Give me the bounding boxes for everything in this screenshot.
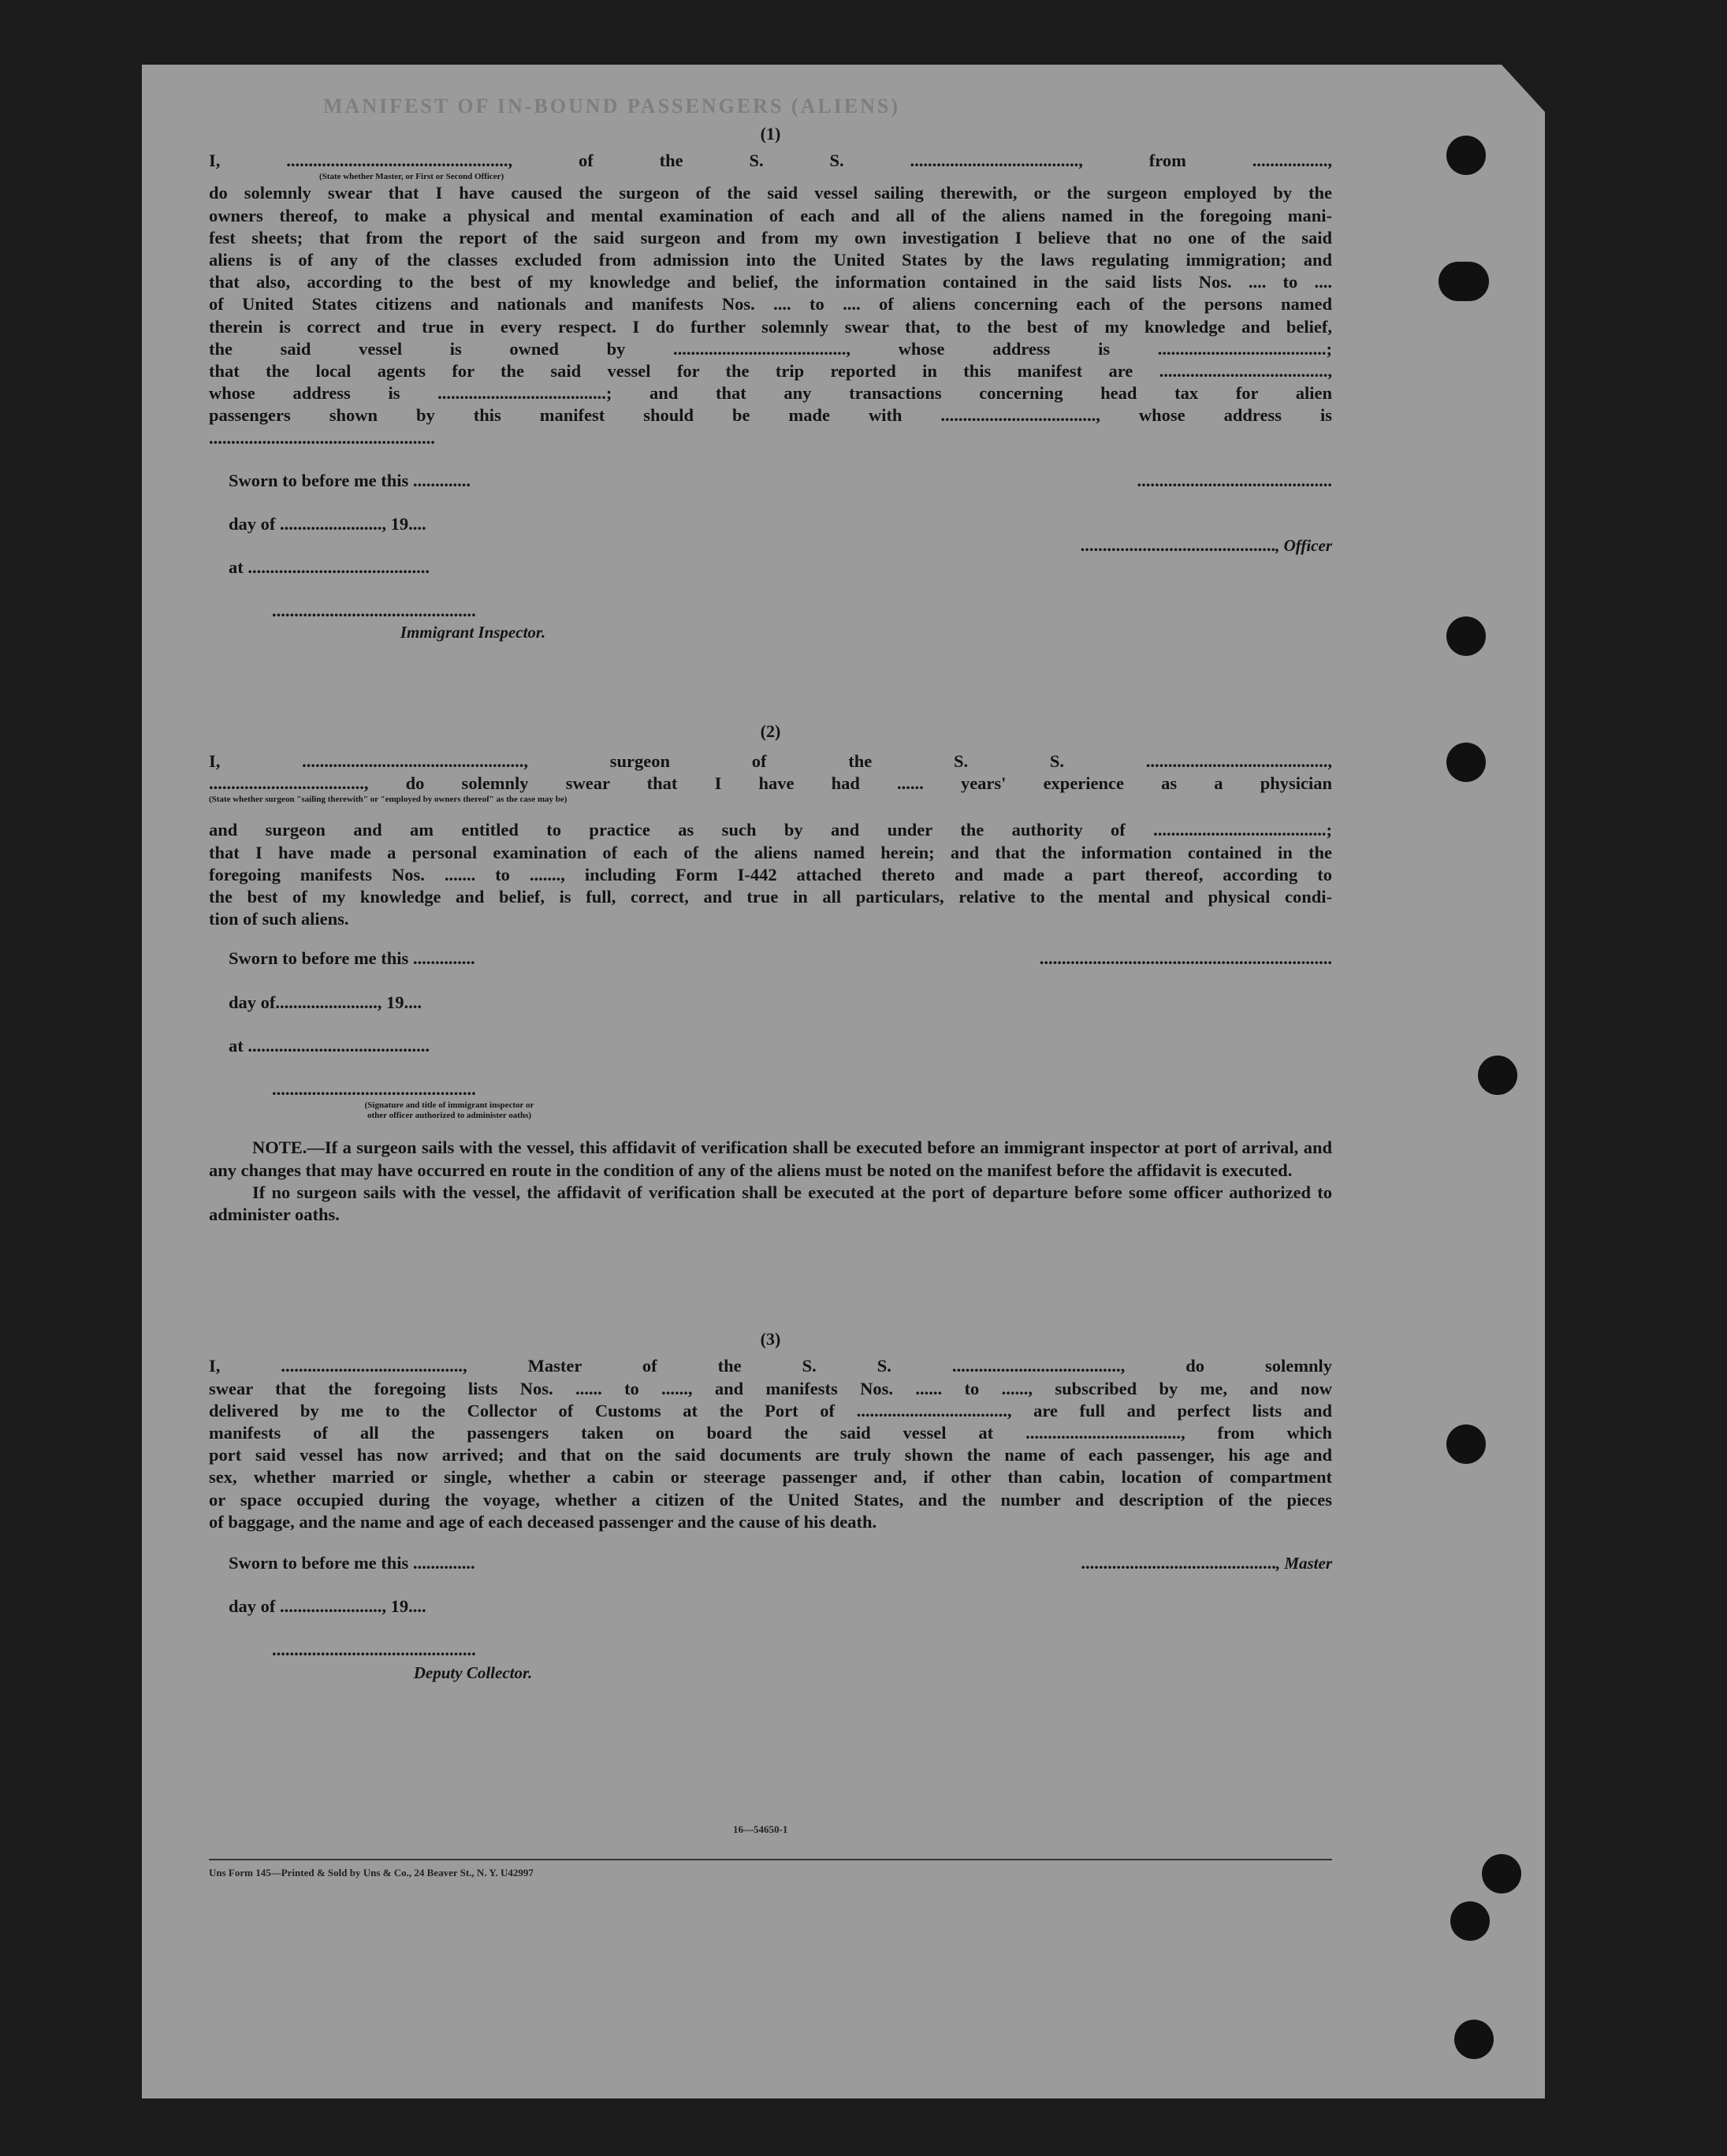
affidavit-text [209, 118, 1332, 1684]
body-line: ................................................... [209, 427, 435, 448]
master-label: , Master [1275, 1553, 1332, 1573]
binder-hole [1478, 1056, 1517, 1095]
sworn-line: Sworn to before me this .............. [229, 1552, 475, 1573]
surgeon-oath-line-2: ..................................., do solemnly swear that I have had ...... years' experience as a physician [209, 773, 1332, 794]
form-code: 16—54650-1 [733, 1823, 788, 1835]
body-line: owners thereof, to make a physical and mental examination of each and all of the aliens named in the foregoing mani- [209, 205, 1332, 225]
section1-signatures [209, 470, 1332, 643]
at-line: at ......................................... [229, 557, 430, 578]
inspector-signature-line: .............................................. [272, 1079, 476, 1100]
body-line: passengers shown by this manifest should be made with ..................................., whose address is [209, 405, 1332, 426]
section-number: (3) [760, 1329, 781, 1350]
body-line: swear that the foregoing lists Nos. ...... to ......, and manifests Nos. ...... to ......, subscribed by me, and now [209, 1378, 1332, 1398]
body-line: and surgeon and am entitled to practice as such by and under the authority of .......................................; [209, 820, 1332, 840]
binder-hole [1446, 136, 1486, 175]
body-line: that also, according to the best of my knowledge and belief, the information contained in the said lists Nos. .... to .... [209, 272, 1332, 292]
body-line: that I have made a personal examination of each of the aliens named herein; and that the information contained in the [209, 842, 1332, 862]
body-line: do solemnly swear that I have caused the surgeon of the said vessel sailing therewith, or the surgeon employed by the [209, 183, 1332, 203]
at-line: at ......................................... [229, 1035, 430, 1056]
body-line: fest sheets; that from the report of the said surgeon and from my own investigation I believe that no one of the said [209, 227, 1332, 248]
day-line: day of ......................., 19.... [229, 1596, 426, 1617]
sworn-line: Sworn to before me this .............. [229, 948, 475, 969]
section-number: (1) [760, 124, 781, 143]
section-number: (2) [760, 721, 781, 741]
officer-signature-line: .................................................................. [1039, 948, 1332, 969]
body-line: manifests of all the passengers taken on board the said vessel at ..................................., from which [209, 1422, 1332, 1443]
day-line: day of......................., 19.... [229, 992, 422, 1012]
section2-body [209, 819, 1332, 930]
sworn-line: Sworn to before me this ............. [229, 470, 471, 490]
body-line: the said vessel is owned by ......................................., whose address is ......................................; [209, 338, 1332, 359]
body-line: delivered by me to the Collector of Customs at the Port of .................................., are full and perfect lists and [209, 1400, 1332, 1421]
printer-footer: Uns Form 145—Printed & Sold by Uns & Co., 24 Beaver St., N. Y. U42997 [209, 1859, 1332, 1879]
body-line: I, ........................................., Master of the S. S. ......................................, do solemnly [209, 1356, 1332, 1376]
body-line: aliens is of any of the classes excluded from admission into the United States by the laws regulating immigration; and [209, 250, 1332, 270]
body-line: whose address is ......................................; and that any transactions concerning head tax for alien [209, 383, 1332, 404]
section2-signatures [209, 948, 1332, 1121]
section3-signatures [209, 1552, 1332, 1684]
field-note: (State whether surgeon "sailing therewith" or "employed by owners thereof" as the case may be) [209, 795, 568, 805]
collector-caption: Deputy Collector. [413, 1663, 533, 1682]
collector-signature-line: .............................................. [272, 1640, 476, 1660]
day-line: day of ......................., 19.... [229, 514, 426, 534]
body-line: sex, whether married or single, whether a cabin or steerage passenger and, if other than cabin, location of compartment [209, 1467, 1332, 1488]
master-signature-line: ............................................ [1081, 1552, 1276, 1573]
body-line: of baggage, and the name and age of each deceased passenger and the cause of his death. [209, 1511, 877, 1532]
binder-hole [1439, 262, 1489, 301]
body-line: that the local agents for the said vessel for the trip reported in this manifest are ......................................, [209, 361, 1332, 382]
inspector-caption: Immigrant Inspector. [400, 622, 546, 642]
officer-signature-line: ............................................ [1137, 470, 1332, 490]
body-line: or space occupied during the voyage, whether a citizen of the United States, and the number and description of the pieces [209, 1489, 1332, 1510]
body-line: of United States citizens and nationals and manifests Nos. .... to .... of aliens concerning each of the persons named [209, 294, 1332, 315]
binder-hole [1446, 1424, 1486, 1464]
binder-hole [1450, 1901, 1490, 1941]
binder-hole [1446, 743, 1486, 782]
body-line: tion of such aliens. [209, 909, 349, 929]
master-oath-line: I, .................................................., of the S. S. ......................................, from ................., [209, 151, 1332, 171]
inspector-signature-line: .............................................. [272, 601, 476, 621]
section3-body [209, 1355, 1332, 1533]
field-note: (State whether Master, or First or Second Officer) [319, 172, 504, 182]
signature-caption: other officer authorized to administer oaths) [367, 1111, 532, 1121]
binder-hole [1482, 1854, 1521, 1893]
section1-body [209, 182, 1332, 449]
officer-signature-line-2: ............................................ [1080, 535, 1276, 556]
note-paragraph: If no surgeon sails with the vessel, the affidavit of verification shall be executed at the port of departure before some officer authorized to administer oaths. [209, 1182, 1332, 1224]
signature-caption: (Signature and title of immigrant inspector or [364, 1100, 534, 1111]
body-line: the best of my knowledge and belief, is full, correct, and true in all particulars, relative to the mental and physical condi- [209, 887, 1332, 907]
binder-hole [1454, 2020, 1494, 2059]
note-paragraph: NOTE.—If a surgeon sails with the vessel, this affidavit of verification shall be executed before an immigrant inspector at port of arrival, and any changes that may have occurred en route in the condition of any of the aliens must be noted on the manifest before the affidavit is executed. [209, 1138, 1332, 1180]
surgeon-oath-line: I, .................................................., surgeon of the S. S. ........................................., [209, 751, 1332, 772]
binder-hole [1446, 616, 1486, 656]
body-line: port said vessel has now arrived; and that on the said documents are truly shown the name of each passenger, his age and [209, 1445, 1332, 1465]
body-line: foregoing manifests Nos. ....... to ......., including Form I-442 attached thereto and made a part thereof, according to [209, 864, 1332, 884]
officer-label: , Officer [1275, 536, 1332, 556]
bleed-through-header: MANIFEST OF IN-BOUND PASSENGERS (ALIENS) [323, 95, 901, 117]
body-line: therein is correct and true in every respect. I do further solemnly swear that, to the best of my knowledge and belief, [209, 316, 1332, 337]
